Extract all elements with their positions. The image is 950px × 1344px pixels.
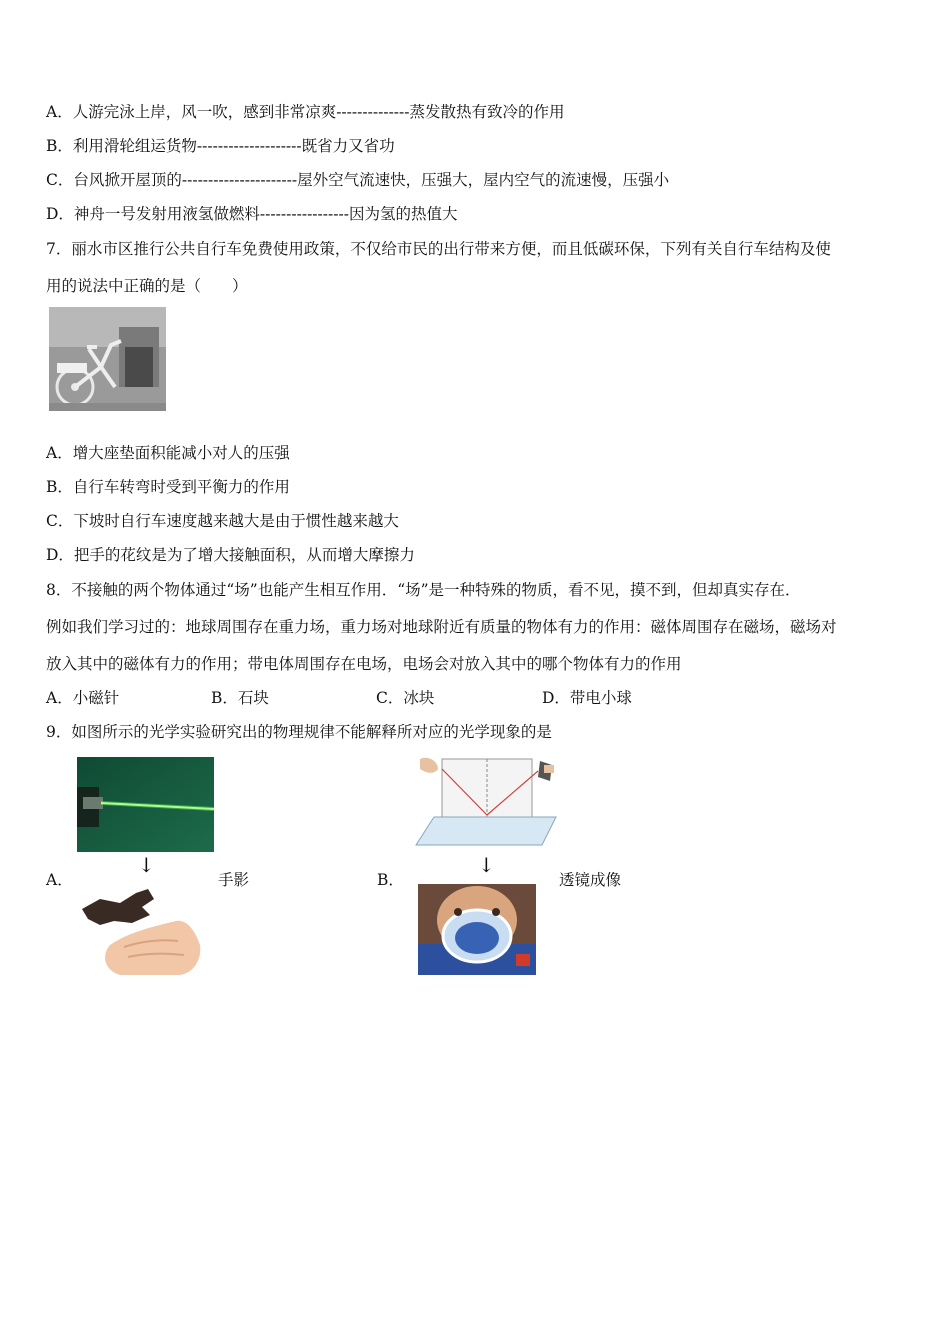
option-b-down-arrow-icon: ↓ bbox=[478, 853, 495, 877]
q8-option-c: C．冰块 bbox=[376, 689, 435, 707]
q6-option-c: C．台风掀开屋顶的----------------------屋外空气流速快，压强大，屋内空气的流速慢，压强小 bbox=[46, 171, 670, 189]
q7-stem-line1: 7．丽水市区推行公共自行车免费使用政策，不仅给市民的出行带来方便，而且低碳环保，下列有关自行车结构及使 bbox=[46, 240, 831, 258]
bicycle-photo bbox=[49, 307, 166, 411]
q7-option-a: A．增大座垫面积能减小对人的压强 bbox=[46, 444, 290, 462]
q8-option-a: A．小磁针 bbox=[46, 689, 120, 707]
q8-option-d: D．带电小球 bbox=[542, 689, 632, 707]
q6-option-b: B．利用滑轮组运货物--------------------既省力又省功 bbox=[46, 137, 395, 155]
option-a-down-arrow-icon: ↓ bbox=[138, 853, 155, 877]
q8-stem-line2: 例如我们学习过的：地球周围存在重力场，重力场对地球附近有质量的物体有力的作用：磁体周围存在磁场，磁场对 bbox=[46, 618, 837, 636]
laser-beam-photo bbox=[77, 757, 214, 852]
q9-option-b-letter: B． bbox=[377, 871, 404, 889]
q8-stem-line1: 8．不接触的两个物体通过“场”也能产生相互作用．“场”是一种特殊的物质，看不见，摸不到，但却真实存在． bbox=[46, 581, 801, 599]
lens-imaging-photo bbox=[418, 884, 536, 975]
reflection-experiment-diagram bbox=[412, 757, 557, 850]
q7-option-d: D．把手的花纹是为了增大接触面积，从而增大摩擦力 bbox=[46, 546, 415, 564]
q9-option-b-label: 透镜成像 bbox=[559, 871, 622, 889]
q9-stem: 9．如图所示的光学实验研究出的物理规律不能解释所对应的光学现象的是 bbox=[46, 723, 552, 741]
q9-option-a-label: 手影 bbox=[218, 871, 250, 889]
q7-option-b: B．自行车转弯时受到平衡力的作用 bbox=[46, 478, 290, 496]
q9-option-a-letter: A． bbox=[46, 871, 73, 889]
q6-option-d: D．神舟一号发射用液氢做燃料-----------------因为氢的热值大 bbox=[46, 205, 458, 223]
q8-options bbox=[46, 688, 926, 708]
hand-shadow-photo bbox=[80, 885, 204, 976]
q8-option-b: B．石块 bbox=[211, 689, 269, 707]
q7-option-c: C．下坡时自行车速度越来越大是由于惯性越来越大 bbox=[46, 512, 399, 530]
q6-option-a: A．人游完泳上岸，风一吹，感到非常凉爽--------------蒸发散热有致冷的作用 bbox=[46, 103, 565, 121]
q8-stem-line3: 放入其中的磁体有力的作用；带电体周围存在电场，电场会对放入其中的哪个物体有力的作用 bbox=[46, 655, 682, 673]
q7-stem-line2: 用的说法中正确的是（ ） bbox=[46, 277, 248, 295]
